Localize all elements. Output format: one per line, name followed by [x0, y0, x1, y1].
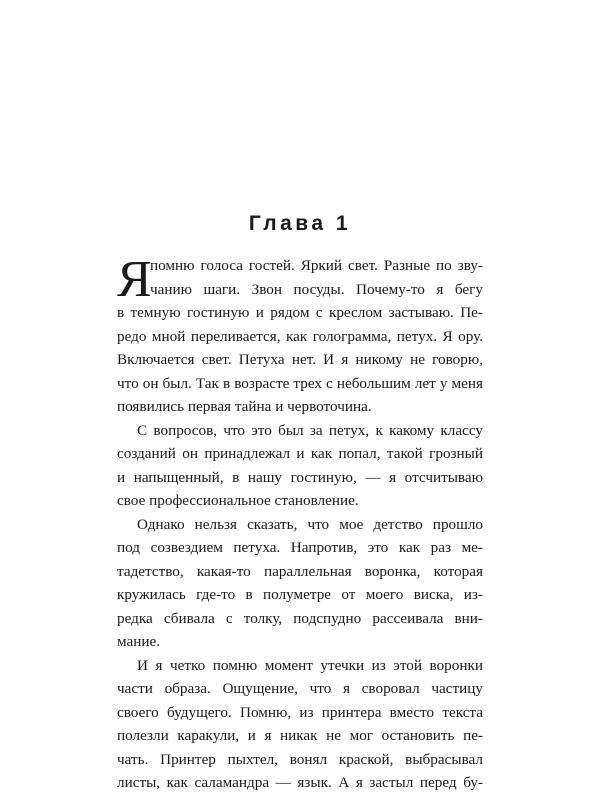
text-line: Однако нельзя сказать, что мое детство прошло [137, 515, 483, 533]
text-line: под созвездием петуха. Напротив, это как раз ме- [117, 539, 483, 556]
text-line: свое профессиональное становление. [117, 492, 359, 509]
text-line: кружилась где-то в полуметре от моего виска, из- [117, 586, 483, 603]
drop-cap-letter: Я [117, 251, 152, 308]
text-line: мание. [117, 633, 161, 650]
text-line: помню голоса гостей. Яркий свет. Разные по зву- [150, 257, 483, 274]
text-line: Включается свет. Петуха нет. И я никому не говорю, [117, 351, 483, 368]
chapter-title: Глава 1 [248, 212, 352, 235]
text-line: появились первая тайна и червоточина. [117, 398, 372, 415]
text-line: чать. Принтер пыхтел, вонял краской, выбрасывал [117, 750, 483, 768]
text-line: и напыщенный, в нашу гостиную, — я отсчитываю [117, 468, 483, 486]
text-line: своего будущего. Помню, из принтера вместо текста [117, 703, 483, 721]
text-line: листы, как саламандра — язык. А я застыл перед бу- [117, 774, 483, 791]
text-line: чанию шаги. Звон посуды. Почему-то я бегу [150, 280, 483, 298]
text-line: тадетство, какая-то параллельная воронка, которая [117, 562, 483, 580]
chapter-body [117, 251, 483, 795]
text-line: И я четко помню момент утечки из этой воронки [137, 656, 483, 674]
text-line: редка сбивала с толку, подспудно рассеивала вни- [117, 609, 483, 627]
text-line: что он был. Так в возрасте трех с небольшим лет у меня [117, 374, 483, 392]
text-line: части образа. Ощущение, что я своровал частицу [117, 680, 483, 697]
text-line: полезли каракули, и я никак не мог остановить пе- [117, 727, 483, 744]
text-line: в темную гостиную и рядом с креслом застываю. Пе- [117, 304, 483, 321]
text-line: С вопросов, что это был за петух, к какому классу [137, 421, 483, 439]
text-line: редо мной переливается, как голограмма, петух. Я ору. [117, 327, 483, 345]
text-line: созданий он принадлежал и как попал, такой грозный [117, 445, 483, 462]
